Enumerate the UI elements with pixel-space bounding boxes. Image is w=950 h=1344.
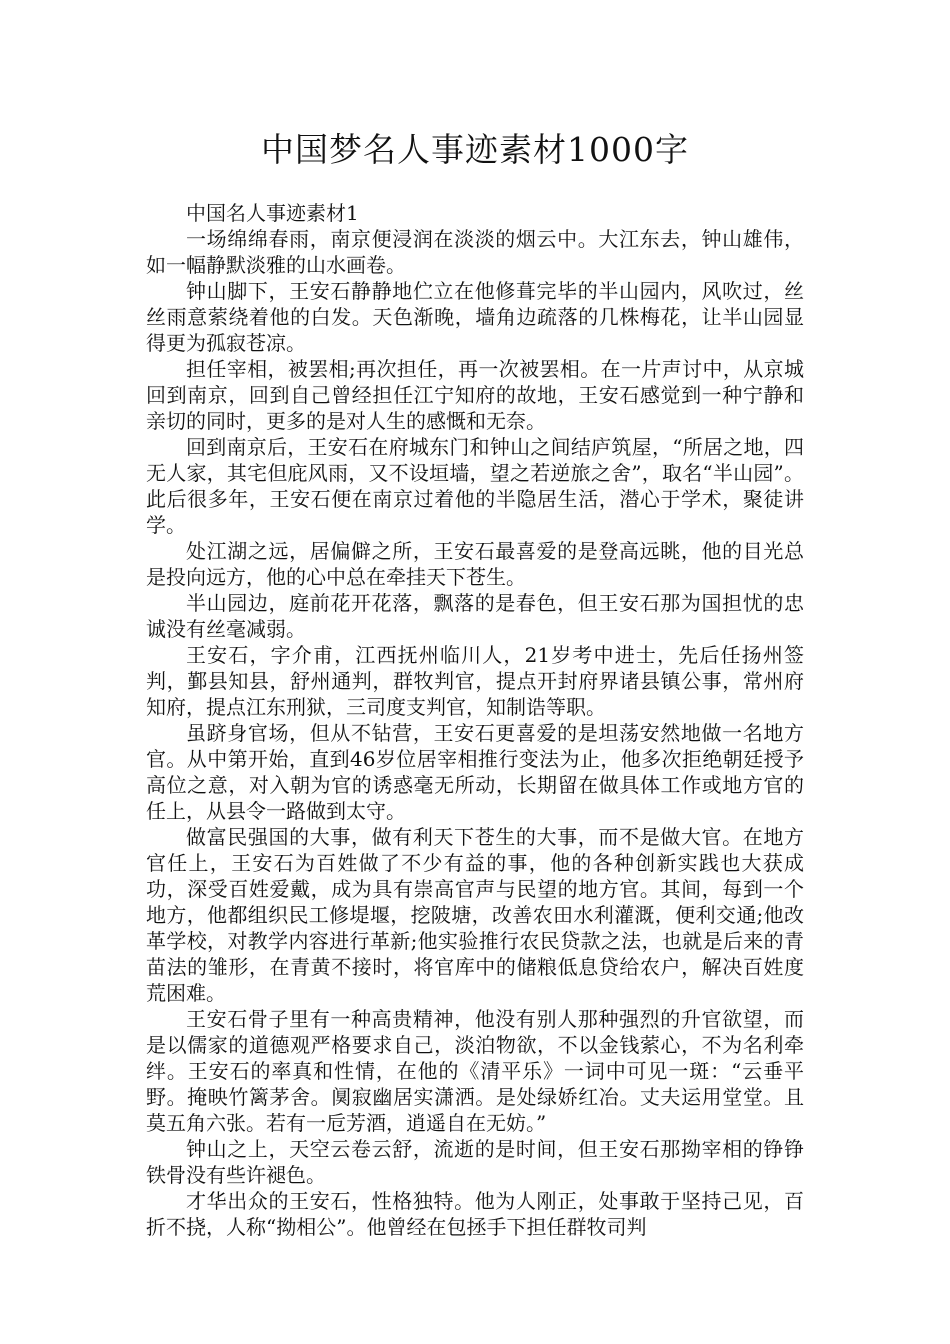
document-body (146, 200, 804, 1240)
paragraph: 王安石，字介甫，江西抚州临川人，21岁考中进士，先后任扬州签判，鄞县知县，舒州通判，群牧判官，提点开封府界诸县镇公事，常州府知府，提点江东刑狱，三司度支判官，知制诰等职。 (146, 643, 804, 719)
paragraph: 王安石骨子里有一种高贵精神，他没有别人那种强烈的升官欲望，而是以儒家的道德观严格要求自己，淡泊物欲，不以金钱萦心，不为名利牵绊。王安石的率真和性情，在他的《清平乐》一词中可见一斑：“云垂平野。掩映竹篱茅舍。阒寂幽居实潇洒。是处绿娇红冶。丈夫运用堂堂。且莫五角六张。若有一卮芳酒，逍遥自在无妨。” (146, 1007, 804, 1135)
paragraph: 回到南京后，王安石在府城东门和钟山之间结庐筑屋，“所居之地，四无人家，其宅但庇风雨，又不设垣墙，望之若逆旅之舍”，取名“半山园”。此后很多年，王安石便在南京过着他的半隐居生活，潜心于学术，聚徒讲学。 (146, 435, 804, 537)
paragraph: 担任宰相，被罢相;再次担任，再一次被罢相。在一片声讨中，从京城回到南京，回到自己曾经担任江宁知府的故地，王安石感觉到一种宁静和亲切的同时，更多的是对人生的感慨和无奈。 (146, 357, 804, 433)
paragraph: 处江湖之远，居偏僻之所，王安石最喜爱的是登高远眺，他的目光总是投向远方，他的心中总在牵挂天下苍生。 (146, 539, 804, 589)
document-title: 中国梦名人事迹素材1000字 (261, 130, 689, 169)
paragraph: 做富民强国的大事，做有利天下苍生的大事，而不是做大官。在地方官任上，王安石为百姓做了不少有益的事，他的各种创新实践也大获成功，深受百姓爱戴，成为具有崇高官声与民望的地方官。其间，每到一个地方，他都组织民工修堤堰，挖陂塘，改善农田水利灌溉，便利交通;他改革学校，对教学内容进行革新;他实验推行农民贷款之法，也就是后来的青苗法的雏形，在青黄不接时，将官库中的储粮低息贷给农户，解决百姓度荒困难。 (146, 825, 804, 1005)
paragraph: 中国名人事迹素材1 (186, 201, 359, 225)
paragraph: 钟山之上，天空云卷云舒，流逝的是时间，但王安石那拗宰相的铮铮铁骨没有些许褪色。 (146, 1137, 804, 1187)
paragraph: 钟山脚下，王安石静静地伫立在他修葺完毕的半山园内，风吹过，丝丝雨意萦绕着他的白发。天色渐晚，墙角边疏落的几株梅花，让半山园显得更为孤寂苍凉。 (146, 279, 804, 355)
paragraph: 虽跻身官场，但从不钻营，王安石更喜爱的是坦荡安然地做一名地方官。从中第开始，直到46岁位居宰相推行变法为止，他多次拒绝朝廷授予高位之意，对入朝为官的诱惑毫无所动，长期留在做具体工作或地方官的任上，从县令一路做到太守。 (146, 721, 804, 823)
paragraph: 半山园边，庭前花开花落，飘落的是春色，但王安石那为国担忧的忠诚没有丝毫减弱。 (146, 591, 804, 641)
paragraph: 才华出众的王安石，性格独特。他为人刚正，处事敢于坚持己见，百折不挠，人称“拗相公”。他曾经在包拯手下担任群牧司判 (146, 1189, 804, 1239)
paragraph: 一场绵绵春雨，南京便浸润在淡淡的烟云中。大江东去，钟山雄伟，如一幅静默淡雅的山水画卷。 (146, 227, 804, 277)
